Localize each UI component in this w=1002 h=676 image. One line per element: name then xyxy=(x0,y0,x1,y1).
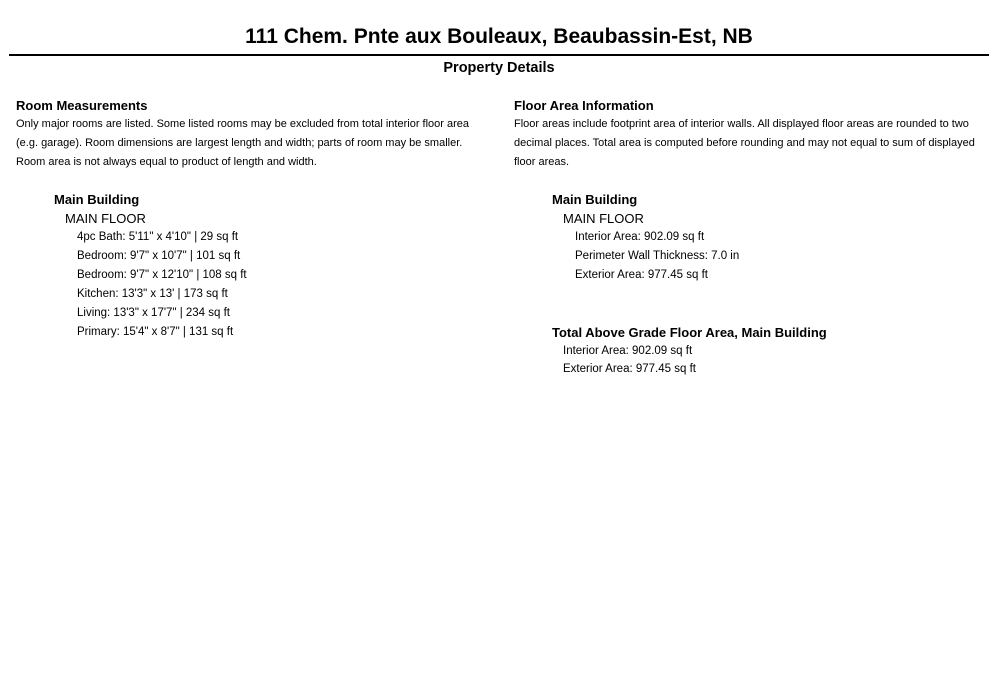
room-building-label: Main Building xyxy=(54,192,140,207)
note-line: Only major rooms are listed. Some listed rooms may be excluded from total interior floor area xyxy=(16,118,470,130)
page-subtitle: Property Details xyxy=(443,60,555,76)
note-line: decimal places. Total area is computed before rounding and may not equal to sum of displayed xyxy=(514,137,975,149)
page-title: 111 Chem. Pnte aux Bouleaux, Beaubassin-Est, NB xyxy=(245,25,753,48)
floor-area-building-label: Main Building xyxy=(552,192,638,207)
room-measurements-heading: Room Measurements xyxy=(16,98,148,113)
note-line: Room area is not always equal to product of length and width. xyxy=(16,156,317,168)
floor-area-item: Exterior Area: 977.45 sq ft xyxy=(575,269,708,281)
floor-area-heading: Floor Area Information xyxy=(514,98,654,113)
room-item: Primary: 15'4" x 8'7" | 131 sq ft xyxy=(77,326,234,338)
room-measurements-section xyxy=(16,97,496,172)
room-item: 4pc Bath: 5'11" x 4'10" | 29 sq ft xyxy=(77,231,239,243)
room-item: Living: 13'3" x 17'7" | 234 sq ft xyxy=(77,307,230,319)
room-item: Bedroom: 9'7" x 12'10" | 108 sq ft xyxy=(77,269,247,281)
note-line: Floor areas include footprint area of interior walls. All displayed floor areas are rounded to two xyxy=(514,118,969,130)
note-line: (e.g. garage). Room dimensions are largest length and width; parts of room may be smaller. xyxy=(16,137,463,149)
floor-area-note xyxy=(514,115,994,172)
floor-area-item: Perimeter Wall Thickness: 7.0 in xyxy=(575,250,740,262)
total-area-heading: Total Above Grade Floor Area, Main Building xyxy=(552,325,827,340)
room-measurements-note xyxy=(16,115,496,172)
title-divider xyxy=(9,54,989,56)
total-area-item: Exterior Area: 977.45 sq ft xyxy=(563,363,696,375)
floor-area-floor-label: MAIN FLOOR xyxy=(563,211,644,226)
note-line: floor areas. xyxy=(514,156,570,168)
room-item: Bedroom: 9'7" x 10'7" | 101 sq ft xyxy=(77,250,241,262)
room-floor-label: MAIN FLOOR xyxy=(65,211,146,226)
floor-area-section xyxy=(514,97,994,172)
total-area-item: Interior Area: 902.09 sq ft xyxy=(563,345,693,357)
room-item: Kitchen: 13'3" x 13' | 173 sq ft xyxy=(77,288,228,300)
floor-area-item: Interior Area: 902.09 sq ft xyxy=(575,231,705,243)
